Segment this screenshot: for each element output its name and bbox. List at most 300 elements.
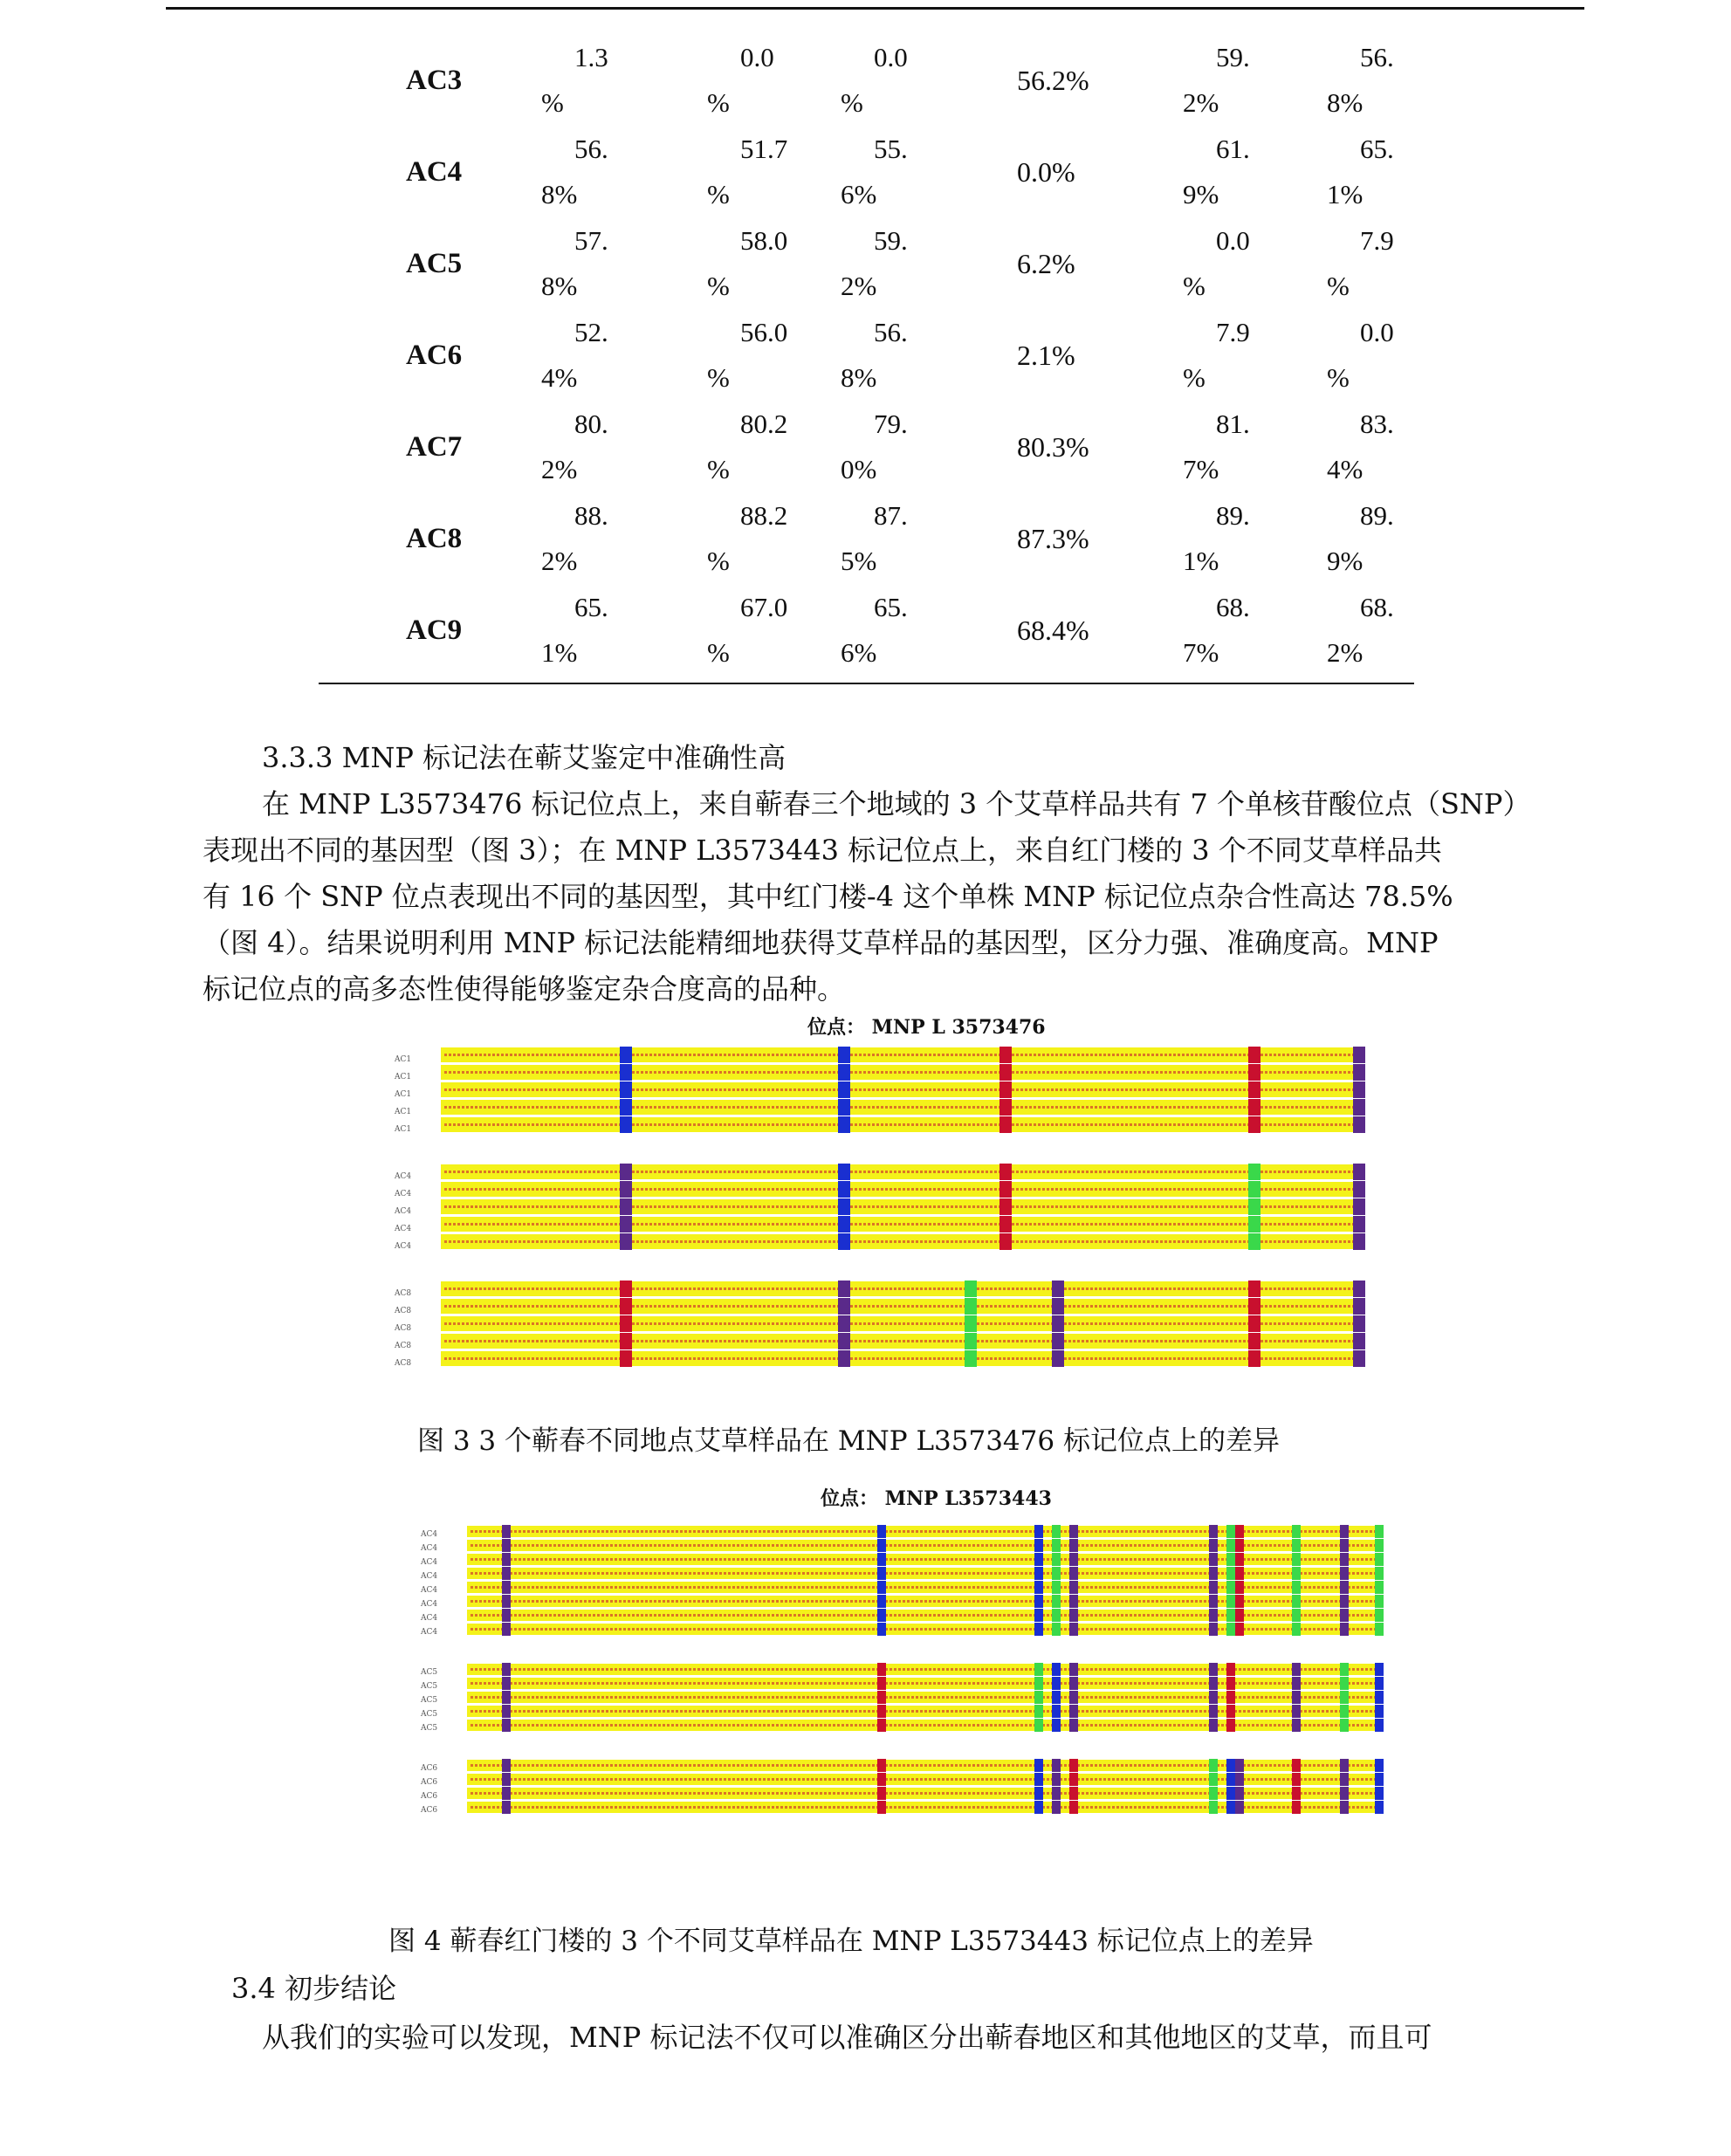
snp-marker	[1340, 1595, 1349, 1608]
snp-marker	[1226, 1553, 1235, 1566]
snp-marker	[1209, 1691, 1218, 1704]
snp-marker	[502, 1663, 511, 1676]
snp-marker	[1340, 1623, 1349, 1636]
snp-marker	[999, 1047, 1012, 1063]
snp-marker	[999, 1181, 1012, 1198]
sequence-label: AC5	[421, 1668, 438, 1677]
sequence-label: AC4	[395, 1172, 412, 1181]
snp-marker	[838, 1164, 850, 1180]
sequence-label: AC1	[395, 1108, 412, 1116]
snp-marker	[1034, 1525, 1043, 1538]
snp-marker	[1340, 1759, 1349, 1772]
snp-marker	[502, 1581, 511, 1594]
snp-marker	[1209, 1525, 1218, 1538]
paragraph-line: （图 4）。结果说明利用 MNP 标记法能精细地获得艾草样品的基因型，区分力强、准确度高。MNP	[203, 926, 1439, 959]
table-cell: 56. 8%	[541, 134, 608, 209]
snp-marker	[1069, 1609, 1078, 1622]
snp-marker	[999, 1198, 1012, 1215]
table-cell: 56. 8%	[1327, 42, 1394, 118]
snp-marker	[620, 1333, 632, 1349]
snp-marker	[877, 1691, 886, 1704]
snp-marker	[877, 1663, 886, 1676]
snp-marker	[1340, 1691, 1349, 1704]
snp-marker	[1292, 1525, 1301, 1538]
table-cell: 89. 1%	[1183, 500, 1250, 576]
sequence-label: AC4	[421, 1530, 438, 1539]
table-row	[319, 127, 1414, 218]
figure3-caption: 图 3 3 个蕲春不同地点艾草样品在 MNP L3573476 标记位点上的差异	[417, 1425, 1280, 1457]
snp-marker	[999, 1164, 1012, 1180]
snp-marker	[1069, 1553, 1078, 1566]
snp-marker	[1052, 1677, 1061, 1690]
snp-marker	[1292, 1787, 1301, 1800]
snp-marker	[1226, 1609, 1235, 1622]
snp-marker	[1375, 1539, 1384, 1552]
snp-marker	[502, 1691, 511, 1704]
snp-marker	[1340, 1801, 1349, 1814]
figure4-title: 位点： MNP L3573443	[821, 1487, 1052, 1510]
snp-marker	[1235, 1801, 1244, 1814]
snp-marker	[1069, 1801, 1078, 1814]
snp-marker	[1069, 1623, 1078, 1636]
snp-marker	[1034, 1677, 1043, 1690]
snp-marker	[1375, 1759, 1384, 1772]
snp-marker	[838, 1198, 850, 1215]
snp-marker	[1052, 1553, 1061, 1566]
snp-marker	[1209, 1539, 1218, 1552]
paragraph-line: 在 MNP L3573476 标记位点上，来自蕲春三个地域的 3 个艾草样品共有 7 个单核苷酸位点（SNP）	[262, 787, 1531, 821]
snp-marker	[502, 1553, 511, 1566]
header-rule	[166, 7, 1584, 10]
table-cell: 83. 4%	[1327, 409, 1394, 484]
snp-marker	[838, 1333, 850, 1349]
snp-marker	[1209, 1773, 1218, 1786]
table-bottom-rule	[319, 683, 1414, 684]
table-cell: 1.3 %	[541, 42, 608, 118]
snp-marker	[1209, 1581, 1218, 1594]
sequence-label: AC6	[421, 1806, 438, 1815]
snp-marker	[1292, 1595, 1301, 1608]
snp-marker	[1209, 1663, 1218, 1676]
snp-marker	[877, 1719, 886, 1732]
snp-marker	[1209, 1787, 1218, 1800]
snp-marker	[502, 1705, 511, 1718]
table-cell-mid: 56.2%	[1017, 65, 1089, 96]
snp-marker	[965, 1281, 977, 1297]
table-row	[319, 310, 1414, 402]
snp-marker	[502, 1609, 511, 1622]
snp-marker	[999, 1099, 1012, 1116]
sequence-label: AC4	[395, 1225, 412, 1233]
snp-marker	[838, 1099, 850, 1116]
snp-marker	[838, 1281, 850, 1297]
snp-marker	[1292, 1567, 1301, 1580]
snp-marker	[1209, 1719, 1218, 1732]
snp-marker	[1340, 1787, 1349, 1800]
snp-marker	[1340, 1677, 1349, 1690]
sequence-label: AC4	[421, 1572, 438, 1581]
snp-marker	[1226, 1539, 1235, 1552]
paragraph-line: 有 16 个 SNP 位点表现出不同的基因型，其中红门楼-4 这个单株 MNP 标记位点杂合性高达 78.5%	[203, 880, 1453, 913]
snp-marker	[838, 1081, 850, 1098]
snp-marker	[838, 1350, 850, 1367]
sequence-label: AC5	[421, 1682, 438, 1691]
table-cell: 79. 0%	[841, 409, 908, 484]
snp-marker	[1340, 1581, 1349, 1594]
table-cell: 56.0 %	[707, 317, 788, 393]
sequence-label: AC4	[395, 1190, 412, 1198]
snp-marker	[1248, 1099, 1260, 1116]
snp-marker	[1052, 1315, 1064, 1332]
table-cell-mid: 0.0%	[1017, 156, 1075, 188]
table-cell: 88.2 %	[707, 500, 788, 576]
snp-marker	[502, 1759, 511, 1772]
snp-marker	[1375, 1623, 1384, 1636]
snp-marker	[838, 1233, 850, 1250]
snp-marker	[1248, 1233, 1260, 1250]
table-cell: 7.9 %	[1183, 317, 1250, 393]
snp-marker	[1209, 1567, 1218, 1580]
snp-marker	[1235, 1759, 1244, 1772]
snp-marker	[1226, 1595, 1235, 1608]
snp-marker	[1235, 1609, 1244, 1622]
snp-marker	[1052, 1773, 1061, 1786]
snp-marker	[1353, 1281, 1365, 1297]
snp-marker	[1052, 1567, 1061, 1580]
snp-marker	[1226, 1677, 1235, 1690]
sequence-label: AC4	[421, 1600, 438, 1609]
snp-marker	[1052, 1539, 1061, 1552]
snp-marker	[1052, 1719, 1061, 1732]
snp-marker	[1052, 1623, 1061, 1636]
snp-marker	[877, 1677, 886, 1690]
snp-marker	[1226, 1623, 1235, 1636]
snp-marker	[877, 1567, 886, 1580]
table-cell-mid: 2.1%	[1017, 340, 1075, 371]
snp-marker	[1052, 1333, 1064, 1349]
snp-marker	[1209, 1623, 1218, 1636]
snp-marker	[1248, 1064, 1260, 1081]
snp-marker	[1353, 1164, 1365, 1180]
table-cell: 65. 1%	[541, 592, 608, 668]
snp-marker	[1069, 1539, 1078, 1552]
snp-marker	[1292, 1539, 1301, 1552]
snp-marker	[620, 1216, 632, 1232]
snp-marker	[502, 1567, 511, 1580]
snp-marker	[1226, 1581, 1235, 1594]
table-cell: 80. 2%	[541, 409, 608, 484]
snp-marker	[1248, 1350, 1260, 1367]
snp-marker	[877, 1553, 886, 1566]
table-cell: 56. 8%	[841, 317, 908, 393]
snp-marker	[1069, 1595, 1078, 1608]
snp-marker	[1340, 1567, 1349, 1580]
table-row	[319, 585, 1414, 676]
sequence-label: AC5	[421, 1710, 438, 1719]
snp-marker	[1209, 1553, 1218, 1566]
sequence-label: AC5	[421, 1696, 438, 1705]
snp-marker	[1340, 1553, 1349, 1566]
snp-marker	[1375, 1705, 1384, 1718]
table-cell: 0.0 %	[841, 42, 908, 118]
snp-marker	[1034, 1595, 1043, 1608]
paragraph-line: 表现出不同的基因型（图 3）；在 MNP L3573443 标记位点上，来自红门楼的 3 个不同艾草样品共	[203, 834, 1442, 867]
snp-marker	[1226, 1663, 1235, 1676]
snp-marker	[1034, 1623, 1043, 1636]
snp-marker	[1248, 1315, 1260, 1332]
snp-marker	[1209, 1801, 1218, 1814]
snp-marker	[1248, 1198, 1260, 1215]
table-row	[319, 218, 1414, 310]
snp-marker	[1248, 1281, 1260, 1297]
sequence-label: AC1	[395, 1090, 412, 1099]
snp-marker	[502, 1677, 511, 1690]
snp-marker	[1069, 1787, 1078, 1800]
snp-marker	[1209, 1609, 1218, 1622]
sequence-label: AC8	[395, 1307, 412, 1315]
snp-marker	[1375, 1691, 1384, 1704]
snp-marker	[1375, 1677, 1384, 1690]
snp-marker	[1292, 1609, 1301, 1622]
table-cell: 0.0 %	[707, 42, 774, 118]
snp-marker	[1353, 1315, 1365, 1332]
snp-marker	[1235, 1787, 1244, 1800]
snp-marker	[838, 1047, 850, 1063]
row-label: AC5	[406, 248, 463, 279]
snp-marker	[1353, 1233, 1365, 1250]
snp-marker	[1353, 1116, 1365, 1133]
snp-marker	[620, 1298, 632, 1315]
sequence-label: AC4	[421, 1558, 438, 1567]
sequence-label: AC4	[395, 1207, 412, 1216]
table-cell: 88. 2%	[541, 500, 608, 576]
snp-marker	[877, 1801, 886, 1814]
snp-marker	[1375, 1663, 1384, 1676]
sequence-label: AC1	[395, 1073, 412, 1081]
snp-marker	[1034, 1801, 1043, 1814]
snp-marker	[1375, 1719, 1384, 1732]
snp-marker	[1069, 1691, 1078, 1704]
table-row	[319, 35, 1414, 127]
section-heading-333: 3.3.3 MNP 标记法在蕲艾鉴定中准确性高	[262, 741, 787, 774]
snp-marker	[877, 1773, 886, 1786]
table-cell: 0.0 %	[1327, 317, 1394, 393]
snp-marker	[1235, 1525, 1244, 1538]
snp-marker	[877, 1539, 886, 1552]
snp-marker	[965, 1315, 977, 1332]
figure3-alignment	[393, 1039, 1379, 1388]
snp-marker	[1052, 1595, 1061, 1608]
snp-marker	[620, 1164, 632, 1180]
snp-marker	[1052, 1350, 1064, 1367]
snp-marker	[1052, 1801, 1061, 1814]
snp-marker	[1375, 1581, 1384, 1594]
snp-marker	[838, 1298, 850, 1315]
snp-marker	[877, 1609, 886, 1622]
figure4-alignment	[419, 1508, 1388, 1892]
sequence-label: AC8	[395, 1359, 412, 1368]
snp-marker	[1248, 1081, 1260, 1098]
snp-marker	[1340, 1609, 1349, 1622]
snp-marker	[1292, 1623, 1301, 1636]
snp-marker	[838, 1216, 850, 1232]
snp-marker	[1248, 1116, 1260, 1133]
row-label: AC6	[406, 340, 463, 371]
sequence-label: AC4	[421, 1586, 438, 1595]
table-cell: 61. 9%	[1183, 134, 1250, 209]
sequence-label: AC8	[395, 1289, 412, 1298]
snp-marker	[877, 1759, 886, 1772]
snp-marker	[999, 1064, 1012, 1081]
snp-marker	[620, 1064, 632, 1081]
snp-marker	[1226, 1773, 1235, 1786]
table-cell-mid: 6.2%	[1017, 248, 1075, 279]
snp-marker	[1248, 1047, 1260, 1063]
snp-marker	[838, 1116, 850, 1133]
snp-marker	[1052, 1525, 1061, 1538]
snp-marker	[999, 1216, 1012, 1232]
snp-marker	[999, 1081, 1012, 1098]
snp-marker	[1248, 1298, 1260, 1315]
snp-marker	[1052, 1298, 1064, 1315]
snp-marker	[1235, 1623, 1244, 1636]
table-cell: 87. 5%	[841, 500, 908, 576]
sequence-label: AC1	[395, 1125, 412, 1134]
snp-marker	[1069, 1567, 1078, 1580]
table-row	[319, 402, 1414, 493]
snp-marker	[1209, 1595, 1218, 1608]
snp-marker	[1209, 1705, 1218, 1718]
snp-marker	[838, 1181, 850, 1198]
row-label: AC8	[406, 523, 463, 554]
snp-marker	[1340, 1525, 1349, 1538]
snp-marker	[1069, 1663, 1078, 1676]
table-cell: 58.0 %	[707, 225, 788, 301]
snp-marker	[620, 1099, 632, 1116]
paragraph-line: 从我们的实验可以发现，MNP 标记法不仅可以准确区分出蕲春地区和其他地区的艾草，而且可	[262, 2021, 1432, 2054]
snp-marker	[1292, 1581, 1301, 1594]
snp-marker	[1292, 1719, 1301, 1732]
snp-marker	[1034, 1773, 1043, 1786]
snp-marker	[877, 1623, 886, 1636]
table-cell: 68. 7%	[1183, 592, 1250, 668]
snp-marker	[1034, 1787, 1043, 1800]
snp-marker	[1235, 1595, 1244, 1608]
snp-marker	[502, 1719, 511, 1732]
snp-marker	[1292, 1705, 1301, 1718]
sequence-label: AC6	[421, 1778, 438, 1787]
table-cell: 65. 1%	[1327, 134, 1394, 209]
snp-marker	[502, 1787, 511, 1800]
snp-marker	[502, 1595, 511, 1608]
snp-marker	[1052, 1581, 1061, 1594]
sequence-label: AC8	[395, 1324, 412, 1333]
snp-marker	[1375, 1787, 1384, 1800]
snp-marker	[877, 1787, 886, 1800]
snp-marker	[1353, 1064, 1365, 1081]
snp-marker	[1052, 1663, 1061, 1676]
snp-marker	[1226, 1691, 1235, 1704]
snp-marker	[1292, 1553, 1301, 1566]
sequence-label: AC8	[395, 1342, 412, 1350]
paragraph-line: 标记位点的高多态性使得能够鉴定杂合度高的品种。	[203, 972, 846, 1006]
snp-marker	[1052, 1759, 1061, 1772]
snp-marker	[1034, 1609, 1043, 1622]
snp-marker	[1034, 1581, 1043, 1594]
snp-marker	[965, 1333, 977, 1349]
similarity-table	[319, 35, 1414, 676]
snp-marker	[1034, 1553, 1043, 1566]
snp-marker	[999, 1116, 1012, 1133]
snp-marker	[1069, 1719, 1078, 1732]
snp-marker	[502, 1539, 511, 1552]
snp-marker	[1226, 1705, 1235, 1718]
snp-marker	[1069, 1581, 1078, 1594]
sequence-label: AC6	[421, 1764, 438, 1773]
snp-marker	[1235, 1581, 1244, 1594]
row-label: AC7	[406, 431, 463, 463]
snp-marker	[1209, 1677, 1218, 1690]
snp-marker	[1069, 1759, 1078, 1772]
snp-marker	[620, 1350, 632, 1367]
table-cell-mid: 80.3%	[1017, 431, 1089, 463]
table-cell: 0.0 %	[1183, 225, 1250, 301]
table-cell: 89. 9%	[1327, 500, 1394, 576]
snp-marker	[1052, 1787, 1061, 1800]
snp-marker	[877, 1581, 886, 1594]
snp-marker	[1353, 1047, 1365, 1063]
snp-marker	[999, 1233, 1012, 1250]
snp-marker	[1235, 1539, 1244, 1552]
snp-marker	[1353, 1350, 1365, 1367]
table-cell: 59. 2%	[1183, 42, 1250, 118]
row-label: AC9	[406, 615, 463, 646]
snp-marker	[1353, 1298, 1365, 1315]
snp-marker	[1069, 1773, 1078, 1786]
sequence-label: AC6	[421, 1792, 438, 1801]
snp-marker	[1292, 1801, 1301, 1814]
snp-marker	[502, 1801, 511, 1814]
table-row	[319, 493, 1414, 585]
snp-marker	[620, 1116, 632, 1133]
table-cell: 51.7 %	[707, 134, 788, 209]
sequence-label: AC4	[395, 1242, 412, 1251]
snp-marker	[1353, 1181, 1365, 1198]
table-cell: 57. 8%	[541, 225, 608, 301]
snp-marker	[1375, 1595, 1384, 1608]
snp-marker	[838, 1064, 850, 1081]
snp-marker	[1353, 1216, 1365, 1232]
snp-marker	[1052, 1609, 1061, 1622]
snp-marker	[1034, 1539, 1043, 1552]
snp-marker	[1226, 1801, 1235, 1814]
table-cell-mid: 87.3%	[1017, 523, 1089, 554]
snp-marker	[1034, 1705, 1043, 1718]
snp-marker	[1052, 1705, 1061, 1718]
table-cell: 67.0 %	[707, 592, 788, 668]
snp-marker	[1340, 1719, 1349, 1732]
snp-marker	[877, 1525, 886, 1538]
snp-marker	[620, 1181, 632, 1198]
sequence-label: AC4	[421, 1628, 438, 1637]
snp-marker	[1209, 1759, 1218, 1772]
snp-marker	[1069, 1525, 1078, 1538]
snp-marker	[1226, 1525, 1235, 1538]
sequence-label: AC5	[421, 1724, 438, 1733]
snp-marker	[1034, 1567, 1043, 1580]
snp-marker	[1375, 1567, 1384, 1580]
snp-marker	[620, 1081, 632, 1098]
